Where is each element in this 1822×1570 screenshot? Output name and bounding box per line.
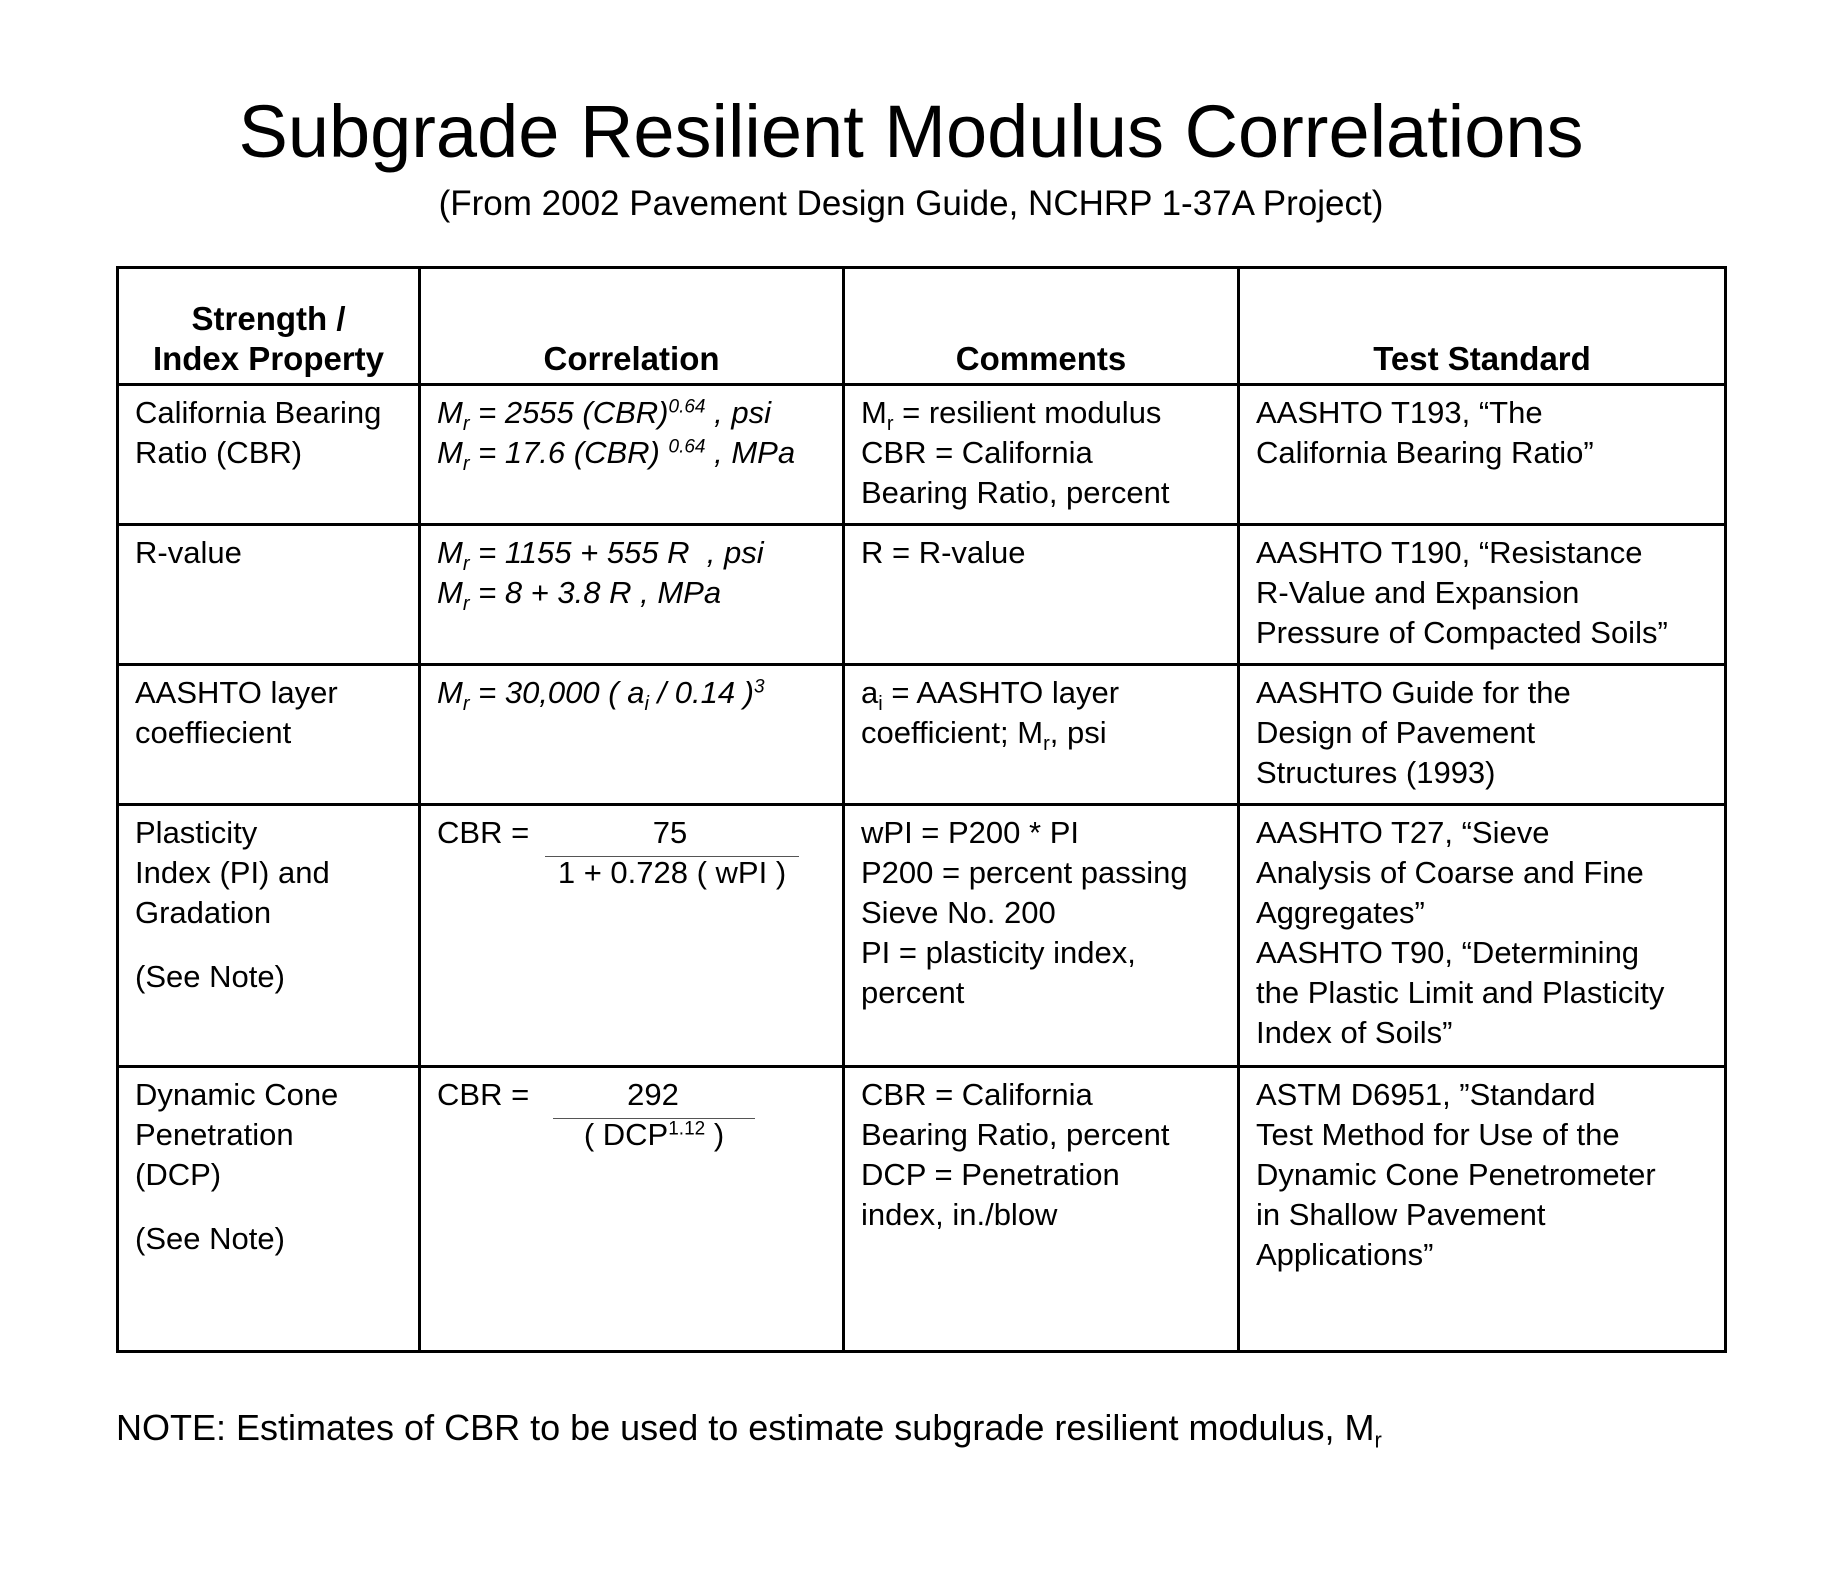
comment-text: wPI = P200 * PI [861, 815, 1079, 850]
comments-cell [844, 665, 1239, 805]
table-row-dcp [118, 1067, 1726, 1352]
correlation-table [116, 266, 1727, 1353]
standard-text: AASHTO T190, “Resistance [1256, 535, 1643, 570]
property-text: Plasticity [135, 815, 258, 850]
standard-text: AASHTO T90, “Determining [1256, 935, 1640, 970]
standard-text: ASTM D6951, ”Standard [1256, 1077, 1596, 1112]
standard-cell [1239, 525, 1726, 665]
correlation-equation: $M_r = 2555$ (CBR)$^{0.64}$ , psi [437, 395, 771, 435]
correlation-cell [420, 805, 844, 1067]
comment-text: Bearing Ratio, percent [861, 475, 1170, 510]
comment-text: P200 = percent passing [861, 855, 1188, 890]
standard-text: in Shallow Pavement [1256, 1197, 1546, 1232]
footnote: NOTE: Estimates of CBR to be used to estimate subgrade resilient modulus, $M_r$ [116, 1407, 1382, 1453]
standard-text: Pressure of Compacted Soils” [1256, 615, 1668, 650]
comment-text: coefficient; $M_r$, psi [861, 715, 1107, 755]
property-text: coeffiecient [135, 715, 292, 750]
header-property-line2: Index Property [152, 340, 385, 377]
standard-text: Aggregates” [1256, 895, 1425, 930]
correlation-cell [420, 525, 844, 665]
standard-text: Test Method for Use of the [1256, 1117, 1620, 1152]
comment-text: Bearing Ratio, percent [861, 1117, 1170, 1152]
standard-text: AASHTO T193, “The [1256, 395, 1543, 430]
fraction-denominator: ( $DCP^{1.12}$ ) [583, 1117, 725, 1152]
see-note-text: (See Note) [135, 959, 285, 994]
table-row-cbr [118, 385, 1726, 525]
table-row-r-value [118, 525, 1726, 665]
comment-text: CBR = California [861, 1077, 1093, 1112]
fraction-equation [437, 1075, 828, 1165]
page-title: Subgrade Resilient Modulus Correlations [238, 90, 1584, 173]
header-correlation: Correlation [420, 268, 844, 385]
property-text: Penetration [135, 1117, 294, 1152]
property-cell [118, 525, 420, 665]
property-cell [118, 385, 420, 525]
property-cell [118, 1067, 420, 1352]
property-text: (DCP) [135, 1157, 222, 1192]
comment-text: CBR = California [861, 435, 1093, 470]
correlation-equation: $M_r = 1155 + 555$ R , psi [437, 535, 764, 575]
page-subtitle: (From 2002 Pavement Design Guide, NCHRP 1-37A Project) [438, 184, 1384, 223]
property-text: California Bearing [135, 395, 382, 430]
property-text: Gradation [135, 895, 272, 930]
property-text: R-value [135, 535, 242, 570]
correlation-equation: $M_r = 8 + 3.8$ R , MPa [437, 575, 722, 615]
standard-cell [1239, 665, 1726, 805]
property-text: Ratio (CBR) [135, 435, 303, 470]
correlation-cell [420, 665, 844, 805]
fraction-numerator: 75 [652, 815, 688, 850]
standard-text: California Bearing Ratio” [1256, 435, 1594, 470]
standard-text: the Plastic Limit and Plasticity [1256, 975, 1665, 1010]
comment-text: percent [861, 975, 965, 1010]
comment-text: $a_i$ = AASHTO layer [861, 675, 1120, 715]
see-note-text: (See Note) [135, 1221, 285, 1256]
property-cell [118, 665, 420, 805]
table-header-row [118, 268, 1726, 385]
standard-text: R-Value and Expansion [1256, 575, 1580, 610]
standard-text: AASHTO Guide for the [1256, 675, 1571, 710]
property-text: Dynamic Cone [135, 1077, 339, 1112]
standard-cell [1239, 1067, 1726, 1352]
comments-cell [844, 1067, 1239, 1352]
comment-text: Sieve No. 200 [861, 895, 1056, 930]
comment-text: $M_r$ = resilient modulus [861, 395, 1162, 435]
standard-text: Applications” [1256, 1237, 1434, 1272]
table-row-plasticity-index [118, 805, 1726, 1067]
standard-text: Dynamic Cone Penetrometer [1256, 1157, 1656, 1192]
table-row-layer-coefficient [118, 665, 1726, 805]
standard-cell [1239, 805, 1726, 1067]
standard-cell [1239, 385, 1726, 525]
fraction-equation [437, 813, 828, 903]
header-comments: Comments [844, 268, 1239, 385]
comments-cell [844, 385, 1239, 525]
property-text: AASHTO layer [135, 675, 338, 710]
standard-text: AASHTO T27, “Sieve [1256, 815, 1550, 850]
fraction-denominator: 1 + 0.728 ( wPI ) [557, 855, 787, 890]
standard-text: Analysis of Coarse and Fine [1256, 855, 1644, 890]
header-property [118, 268, 420, 385]
correlation-cell [420, 385, 844, 525]
correlation-equation: $M_r = 17.6$ (CBR) $^{0.64}$ , MPa [437, 435, 796, 475]
correlation-equation: $M_r = 30,000$ ( $a_i / 0.14$ )$^3$ [437, 675, 765, 715]
equation-lhs: CBR = [437, 1077, 530, 1112]
property-cell [118, 805, 420, 1067]
standard-text: Index of Soils” [1256, 1015, 1453, 1050]
header-property-line1: Strength / [191, 300, 346, 337]
standard-text: Structures (1993) [1256, 755, 1496, 790]
property-text: Index (PI) and [135, 855, 330, 890]
comment-text: index, in./blow [861, 1197, 1058, 1232]
header-test-standard: Test Standard [1239, 268, 1726, 385]
equation-lhs: CBR = [437, 815, 530, 850]
comments-cell [844, 805, 1239, 1067]
comment-text: DCP = Penetration [861, 1157, 1120, 1192]
correlation-cell [420, 1067, 844, 1352]
fraction-numerator: 292 [627, 1077, 679, 1112]
comment-text: PI = plasticity index, [861, 935, 1136, 970]
comment-text: R = R-value [861, 535, 1026, 570]
standard-text: Design of Pavement [1256, 715, 1536, 750]
comments-cell [844, 525, 1239, 665]
